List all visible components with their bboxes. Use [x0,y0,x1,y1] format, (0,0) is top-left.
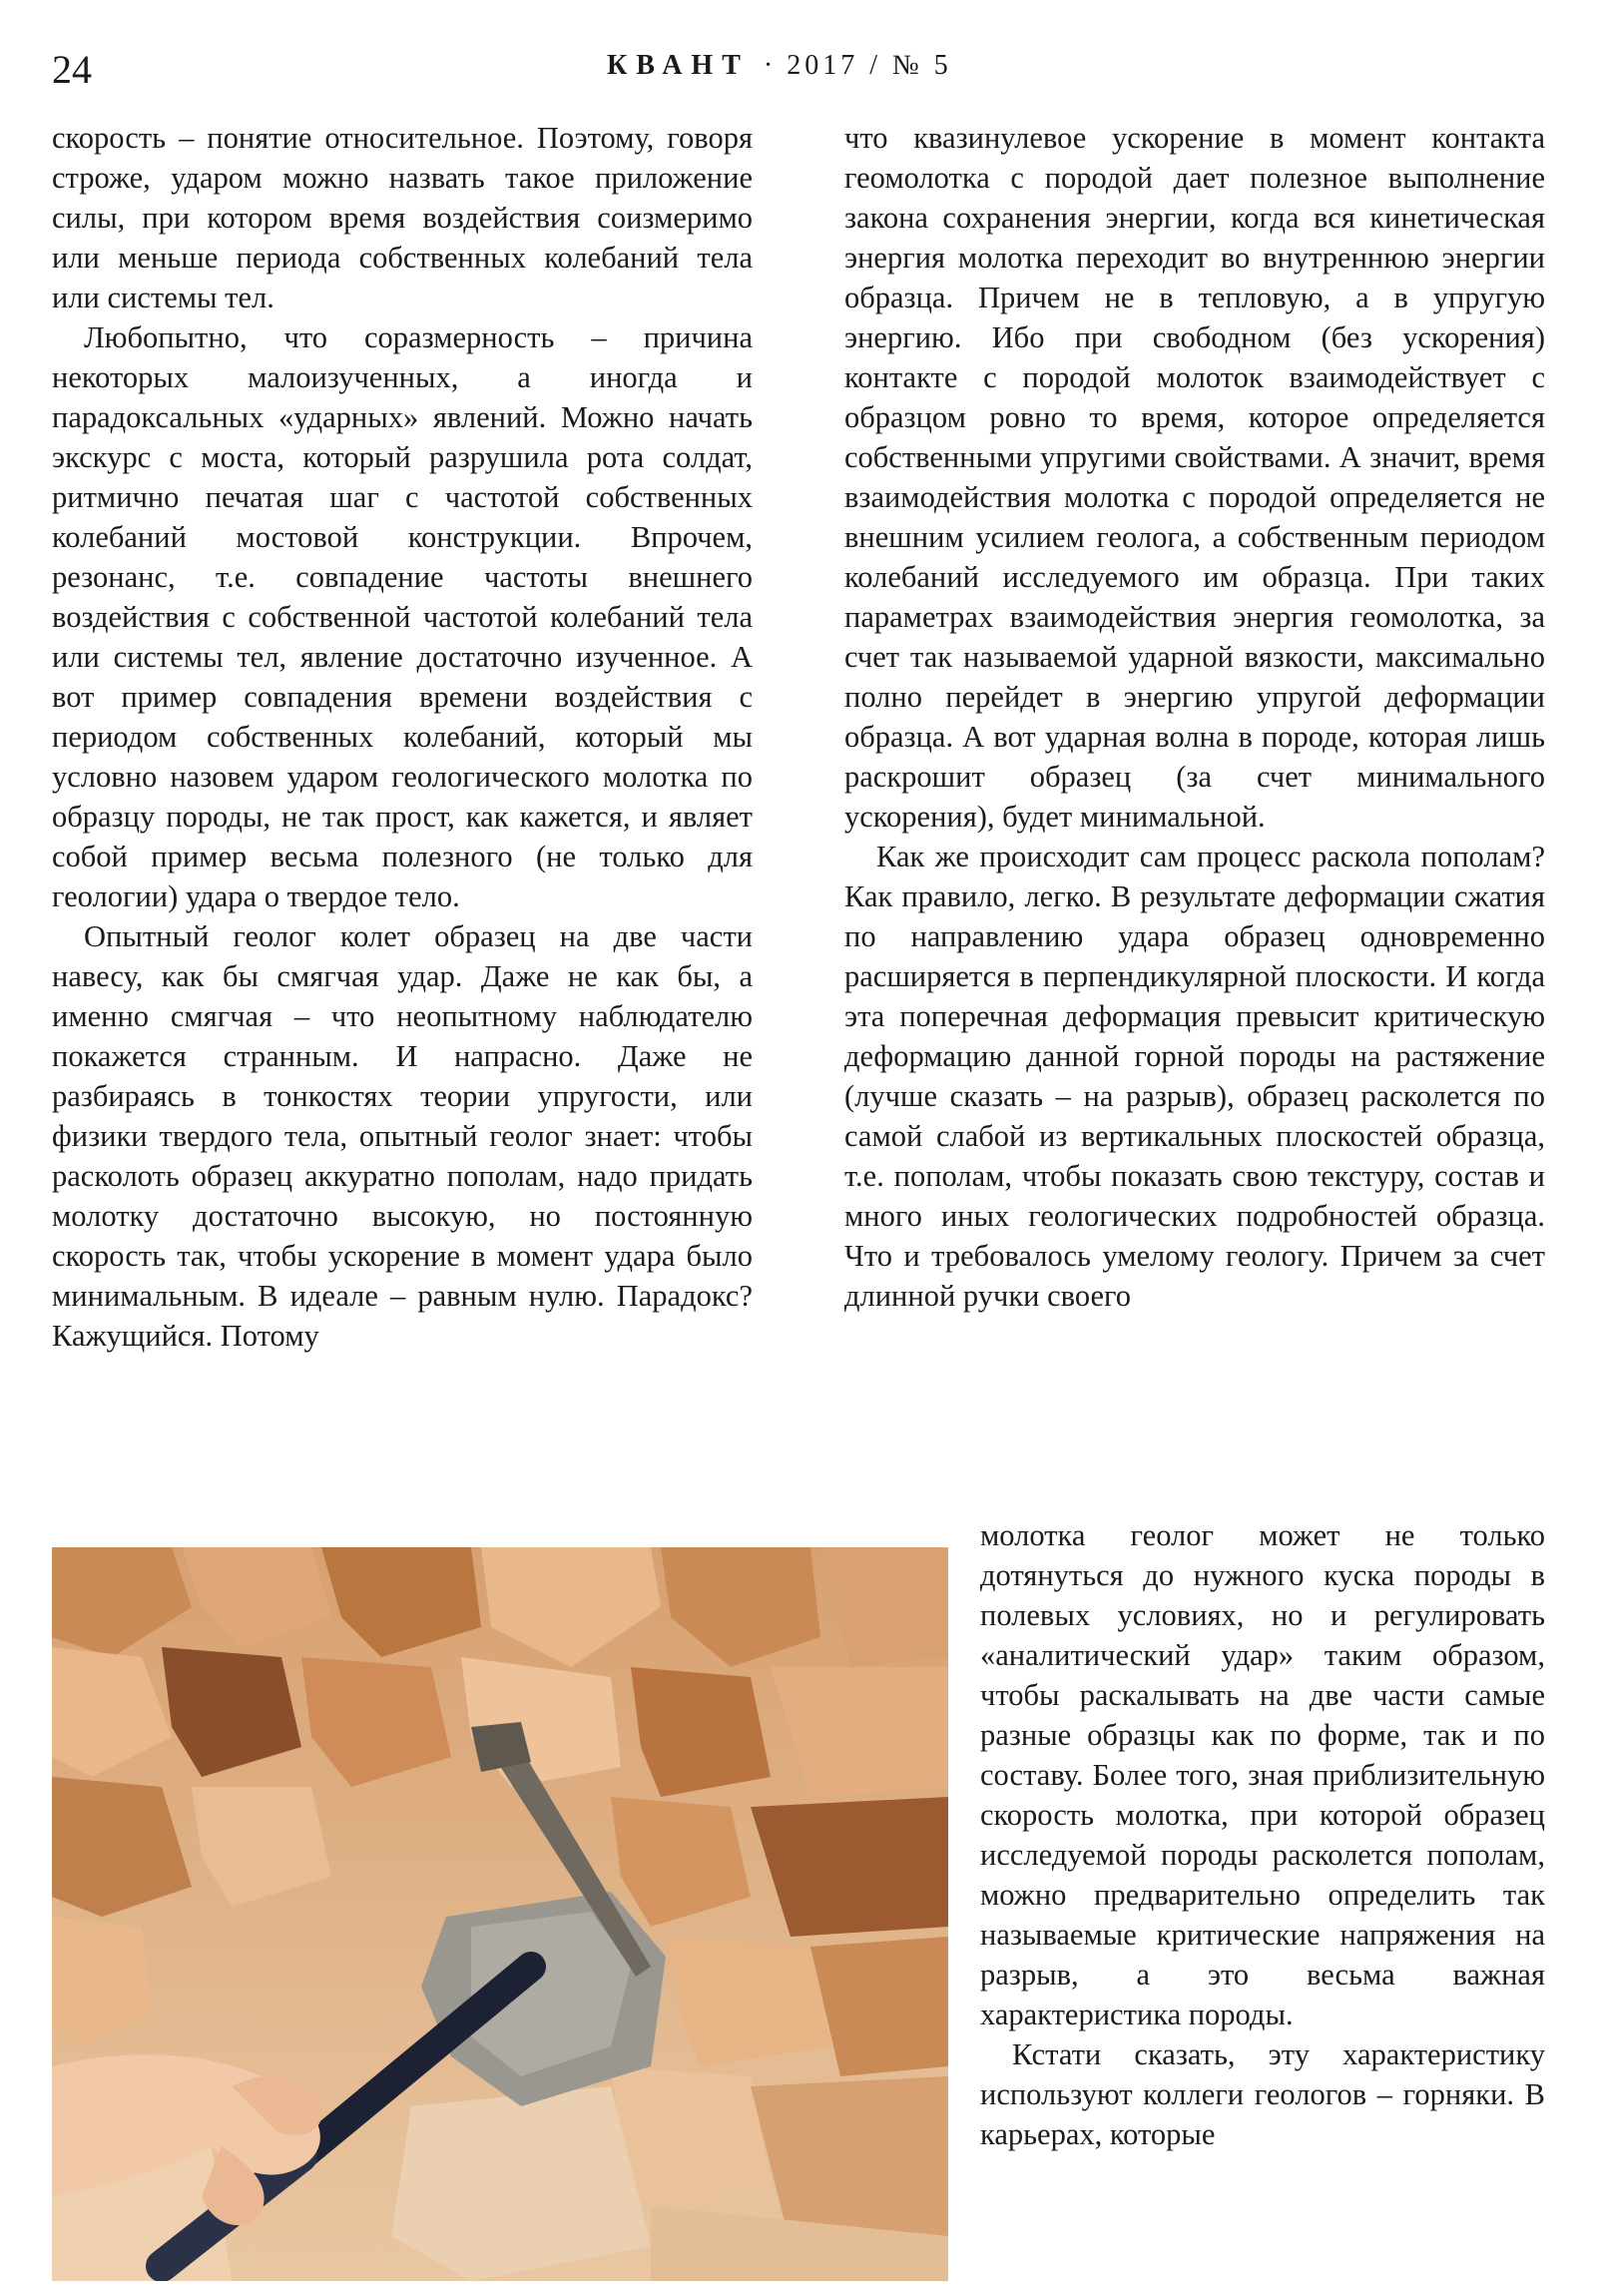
paragraph: молотка геолог может не только дотянуться до нужного куска породы в полевых условиях, но и регулировать «аналитический удар» таким образом, чтобы раскалывать на две части самые разные образцы как по форме, так и по составу. Более того, зная приблизительную скорость молотка, при которой образец исследуемой породы расколется пополам, можно предварительно определить так называемые критические напряжения на разрыв, а это весьма важная характеристика породы. [980,1518,1545,2031]
issue-number: 2017 / № 5 [787,50,952,81]
rock-hammer-illustration [52,1547,948,2281]
right-column-wrapped [980,1515,1545,2154]
paragraph: что квазинулевое ускорение в момент контакта геомолотка с породой дает полезное выполнение закона сохранения энергии, когда вся кинетическая энергия молотка переходит во внутреннюю энергии образца. Причем не в тепловую, а в упругую энергию. Ибо при свободном (без ускорения) контакте с породой молоток взаимодействует с образцом ровно то время, которое определяется собственными упругими свойствами. А значит, время взаимодействия молотка с породой определяется не внешним усилием геолога, а собственным периодом колебаний исследуемого им образца. При таких параметрах взаимодействия энергия геомолотка, за счет так называемой ударной вязкости, максимально полно перейдет в энергию упругой деформации образца. А вот ударная волна в породе, которая лишь раскрошит образец (за счет минимального ускорения), будет минимальной. [844,121,1545,834]
left-column [52,118,753,1356]
paragraph: Опытный геолог колет образец на две части навесу, как бы смягчая удар. Даже не как бы, а именно смягчая – что неопытному наблюдателю покажется странным. И напрасно. Даже не разбираясь в тонкостях теории упругости, или физики твердого тела, опытный геолог знает: чтобы расколоть образец аккуратно пополам, надо придать молотку достаточно высокую, но постоянную скорость так, чтобы ускорение в момент удара было минимальным. В идеале – равным нулю. Парадокс? Кажущийся. Потому [52,919,753,1353]
paragraph: Как же происходит сам процесс раскола пополам? Как правило, легко. В результате деформации сжатия по направлению удара образец одновременно расширяется в перпендикулярной плоскости. И когда эта поперечная деформация превысит критическую деформацию данной горной породы на растяжение (лучше сказать – на разрыв), образец расколется по самой слабой из вертикальных плоскостей образца, т.е. пополам, чтобы показать свою текстуру, состав и много иных геологических подробностей образца. Что и требовалось умелому геологу. Причем за счет длинной ручки своего [844,840,1545,1313]
paragraph: Кстати сказать, эту характеристику используют коллеги геологов – горняки. В карьерах, которые [980,2037,1545,2151]
journal-title: КВАНТ [607,50,750,81]
paragraph: скорость – понятие относительное. Поэтому, говоря строже, ударом можно назвать такое приложение силы, при котором время воздействия соизмеримо или меньше периода собственных колебаний тела или системы тел. [52,121,753,314]
page-number: 24 [52,47,92,92]
paragraph: Любопытно, что соразмерность – причина некоторых малоизученных, а иногда и парадоксальных «ударных» явлений. Можно начать экскурс с моста, который разрушила рота солдат, ритмично печатая шаг с частотой собственных колебаний мостовой конструкции. Впрочем, резонанс, т.е. совпадение частоты внешнего воздействия с собственной частотой колебаний тела или системы тел, явление достаточно изученное. А вот пример совпадения времени воздействия с периодом собственных колебаний, который мы условно назовем ударом геологического молотка по образцу породы, не так прост, как кажется, и являет собой пример весьма полезного (не только для геологии) удара о твердое тело. [52,320,753,913]
header-separator: · [763,50,774,81]
geological-hammer-photo [52,1547,948,2281]
running-head [607,46,952,86]
right-column [844,118,1545,1316]
